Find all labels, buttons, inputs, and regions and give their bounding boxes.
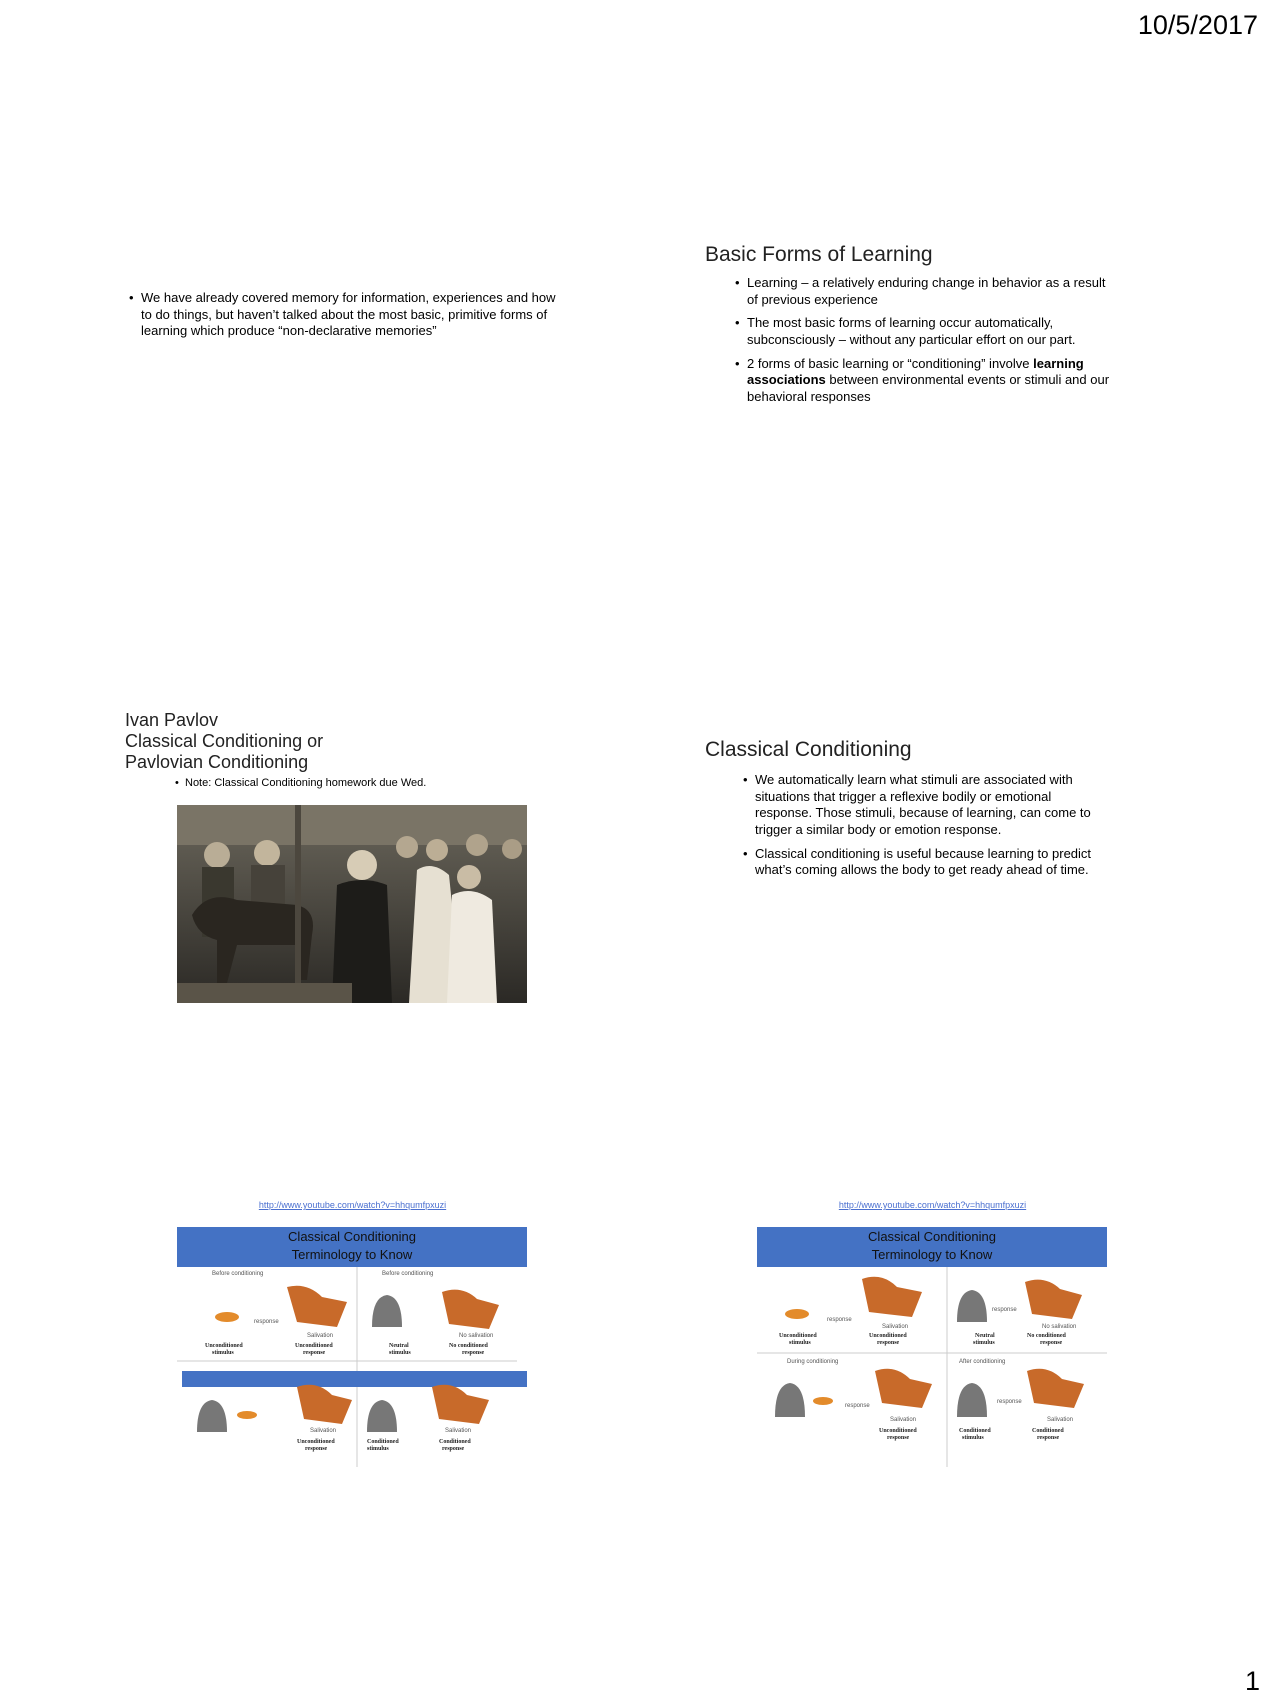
diagram-label: Unconditioned: [779, 1333, 817, 1339]
slide-3: [125, 710, 695, 1138]
diagram-label: response: [1040, 1340, 1063, 1346]
diagram-caption: No salivation: [459, 1333, 494, 1339]
slide-4: [705, 710, 1275, 1138]
banner-line: Classical Conditioning: [868, 1229, 996, 1244]
diagram-label: stimulus: [389, 1350, 411, 1356]
diagram-caption: Before conditioning: [382, 1271, 434, 1277]
diagram-label: Neutral: [389, 1343, 409, 1349]
diagram-label: stimulus: [212, 1350, 234, 1356]
slide-title: [125, 710, 695, 774]
diagram-caption: Salivation: [445, 1428, 472, 1434]
bullet: [735, 356, 1115, 406]
page-date: 10/5/2017: [1137, 10, 1258, 40]
diagram-label: Conditioned: [959, 1428, 991, 1434]
diagram-caption: Salivation: [882, 1324, 909, 1330]
diagram-label: stimulus: [973, 1340, 995, 1346]
bullet: • We have already covered memory for information, experiences and how to do things, but haven’t talked about the most basic, primitive forms of learning which produce “non-declarative memories”: [129, 290, 569, 340]
diagram-caption: After conditioning: [959, 1359, 1006, 1365]
diagram-label: Neutral: [975, 1333, 995, 1339]
diagram-label: No conditioned: [449, 1343, 488, 1349]
diagram-label: stimulus: [962, 1435, 984, 1441]
diagram-label: Conditioned: [367, 1439, 399, 1445]
banner-line: Classical Conditioning: [288, 1229, 416, 1244]
diagram-label: Unconditioned: [869, 1333, 907, 1339]
diagram-caption: response: [254, 1319, 279, 1325]
title-line: Classical Conditioning or: [125, 731, 324, 752]
diagram-label: Unconditioned: [297, 1439, 335, 1445]
slide-title: Classical Conditioning: [705, 738, 912, 761]
slide-title: Basic Forms of Learning: [705, 243, 933, 266]
slide-5: [125, 1190, 695, 1618]
diagram-caption: Salivation: [890, 1417, 917, 1423]
diagram-caption: No salivation: [1042, 1324, 1077, 1330]
bold-term: learning associations: [747, 355, 1084, 388]
diagram-label: response: [442, 1446, 465, 1452]
diagram-caption: Salivation: [310, 1428, 337, 1434]
diagram-label: stimulus: [367, 1446, 389, 1452]
diagram-label: stimulus: [789, 1340, 811, 1346]
slide-1: [125, 225, 695, 653]
slide-6: [705, 1190, 1275, 1618]
diagram-label: response: [887, 1435, 910, 1441]
conditioning-diagram: [177, 1267, 527, 1467]
diagram-label: Conditioned: [439, 1439, 471, 1445]
diagram-label: response: [877, 1340, 900, 1346]
title-line: Ivan Pavlov: [125, 710, 219, 730]
banner-line: Terminology to Know: [871, 1246, 993, 1262]
diagram-label: response: [1037, 1435, 1060, 1441]
diagram-label: Conditioned: [1032, 1428, 1064, 1434]
conditioning-figure: [177, 1227, 527, 1467]
slide-4-bullets: [743, 772, 1108, 886]
conditioning-diagram: [757, 1267, 1107, 1467]
title-line: Pavlovian Conditioning: [125, 752, 309, 773]
diagram-label: Unconditioned: [879, 1428, 917, 1434]
bullet-text: between environmental events or stimuli and our behavioral responses: [747, 372, 1110, 404]
youtube-link[interactable]: http://www.youtube.com/watch?v=hhqumfpxuzi: [258, 1200, 447, 1210]
diagram-caption: response: [827, 1317, 852, 1323]
diagram-caption: Salivation: [1047, 1417, 1074, 1423]
slide-2-bullets: [735, 275, 1115, 412]
bullet: • Learning – a relatively enduring change in behavior as a result of previous experience: [735, 275, 1115, 308]
bullet-text: 2 forms of basic learning or “conditioning” involve: [747, 355, 1034, 371]
youtube-link[interactable]: http://www.youtube.com/watch?v=hhqumfpxuzi: [838, 1200, 1027, 1210]
diagram-caption: During conditioning: [787, 1359, 839, 1365]
diagram-label: Unconditioned: [295, 1343, 333, 1349]
diagram-caption: Salivation: [307, 1333, 334, 1339]
homework-note: • Note: Classical Conditioning homework due Wed.: [175, 777, 695, 789]
slide-banner: [177, 1227, 527, 1267]
diagram-caption: response: [845, 1403, 870, 1409]
diagram-label: Unconditioned: [205, 1343, 243, 1349]
banner-line: Terminology to Know: [291, 1246, 413, 1262]
diagram-label: response: [303, 1350, 326, 1356]
bullet: • Classical conditioning is useful because learning to predict what’s coming allows the body to get ready ahead of time.: [743, 846, 1108, 879]
slide-banner: [757, 1227, 1107, 1267]
diagram-label: No conditioned: [1027, 1333, 1066, 1339]
slide-1-bullets: [129, 290, 569, 347]
diagram-caption: response: [997, 1399, 1022, 1405]
page-number: 1: [1244, 1666, 1260, 1696]
bullet: • The most basic forms of learning occur automatically, subconsciously – without any particular effort on our part.: [735, 315, 1115, 348]
slide-2: [705, 225, 1275, 653]
bullet: • We automatically learn what stimuli are associated with situations that trigger a reflexive bodily or emotional response. Those stimuli, because of learning, can come to trigger a similar body or emotion response.: [743, 772, 1108, 839]
pavlov-photo: [177, 805, 527, 1003]
conditioning-figure: [757, 1227, 1107, 1467]
diagram-label: response: [462, 1350, 485, 1356]
diagram-caption: Before conditioning: [212, 1271, 264, 1277]
diagram-label: response: [305, 1446, 328, 1452]
diagram-caption: response: [992, 1307, 1017, 1313]
